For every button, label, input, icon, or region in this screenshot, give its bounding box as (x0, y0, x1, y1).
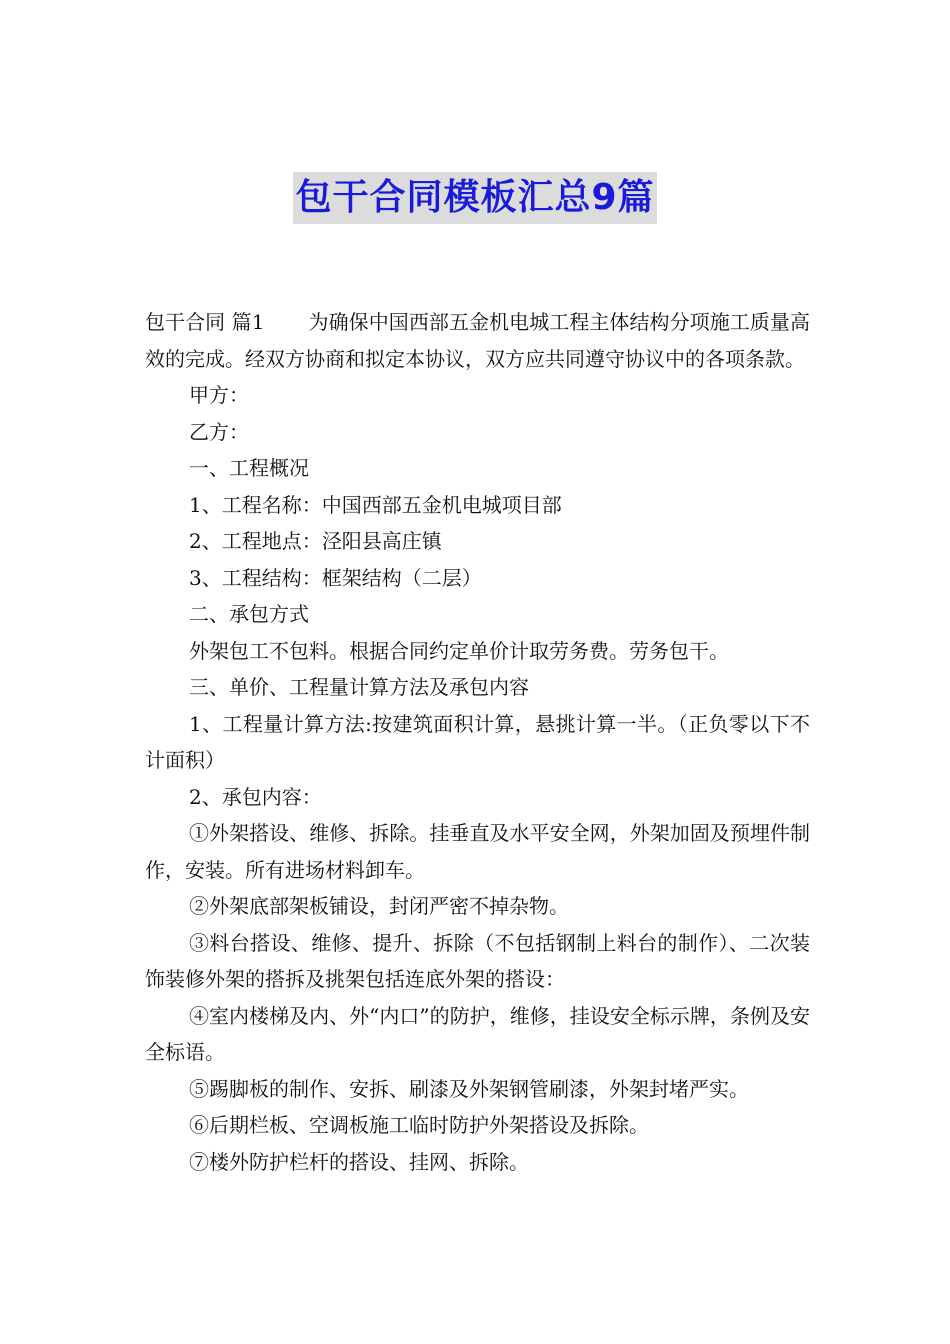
clause-item: 1、工程名称：中国西部五金机电城项目部 (189, 492, 562, 517)
clause-item: 外架包工不包料。根据合同约定单价计取劳务费。劳务包干。 (189, 638, 729, 663)
section-heading: 三、单价、工程量计算方法及承包内容 (189, 675, 529, 699)
clause-item: ⑦楼外防护栏杆的搭设、挂网、拆除。 (189, 1149, 529, 1174)
clause-item: 1、工程量计算方法:按建筑面积计算，悬挑计算一半。（正负零以下不计面积） (145, 711, 810, 772)
clause-item: ①外架搭设、维修、拆除。挂垂直及水平安全网，外架加固及预埋件制作，安装。所有进场材料卸车。 (145, 821, 810, 882)
clause-item: ⑤踢脚板的制作、安拆、刷漆及外架钢管刷漆，外架封堵严实。 (189, 1076, 749, 1101)
document-body (145, 304, 810, 1180)
clause-item: 2、工程地点：泾阳县高庄镇 (189, 529, 442, 553)
section-heading: 一、工程概况 (189, 456, 309, 480)
clause-item: 3、工程结构：框架结构（二层） (189, 565, 482, 590)
party-b-line: 乙方： (189, 419, 249, 444)
clause-item: 2、承包内容： (189, 784, 322, 809)
document-title: 包干合同模板汇总9篇 (293, 172, 656, 224)
intro-paragraph (145, 304, 810, 377)
intro-text: 为确保中国西部五金机电城工程主体结构分项施工质量高效的完成。经双方协商和拟定本协议，双方应共同遵守协议中的各项条款。 (145, 310, 810, 371)
clause-item: ⑥后期栏板、空调板施工临时防护外架搭设及拆除。 (189, 1113, 649, 1137)
title-wrapper (0, 172, 950, 224)
section-heading: 二、承包方式 (189, 602, 309, 626)
clause-item: ②外架底部架板铺设，封闭严密不掉杂物。 (189, 894, 569, 918)
clause-item: ④室内楼梯及内、外“内口”的防护，维修，挂设安全标示牌，条例及安全标语。 (145, 1003, 810, 1064)
party-a-line: 甲方： (189, 383, 249, 407)
section-label: 包干合同 篇1 (145, 310, 265, 334)
clause-item: ③料台搭设、维修、提升、拆除（不包括钢制上料台的制作）、二次装饰装修外架的搭拆及挑架包括连底外架的搭设： (145, 930, 810, 991)
